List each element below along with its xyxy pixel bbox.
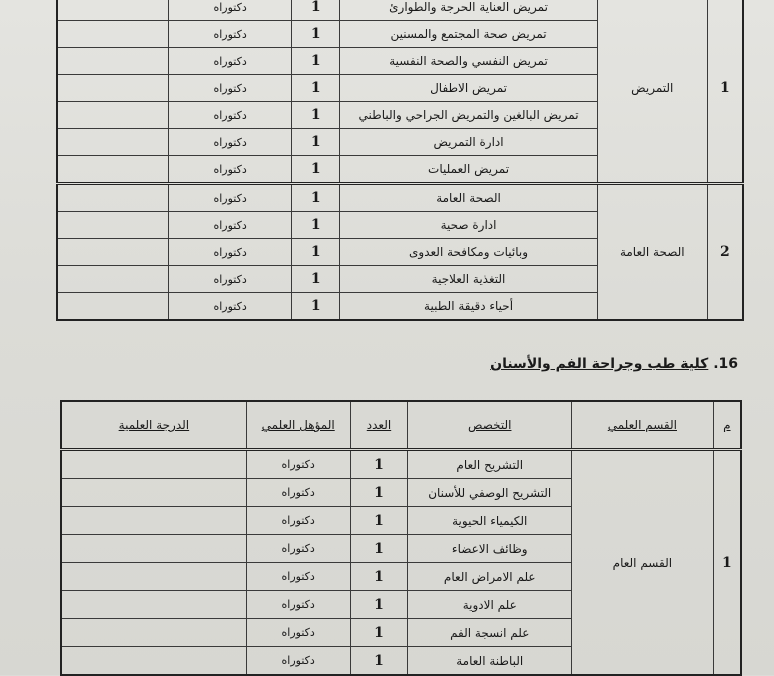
rank-cell: [57, 102, 168, 129]
count-cell: 1: [292, 48, 340, 75]
count-cell: 1: [350, 563, 408, 591]
specialty-cell: الكيمياء الحيوية: [408, 507, 572, 535]
specialty-cell: ادارة صحية: [340, 212, 598, 239]
rank-cell: [57, 129, 168, 156]
specialty-cell: تمريض البالغين والتمريض الجراحي والباطني: [340, 102, 598, 129]
count-cell: 1: [292, 239, 340, 266]
dentistry-table: [60, 400, 742, 676]
count-cell: 1: [350, 507, 408, 535]
specialty-cell: تمريض الاطفال: [340, 75, 598, 102]
rank-cell: [57, 0, 168, 21]
qualification-cell: دكتوراه: [168, 212, 291, 239]
qualification-cell: دكتوراه: [246, 479, 350, 507]
rank-cell: [57, 266, 168, 293]
table-row: [61, 450, 741, 479]
rank-cell: [57, 239, 168, 266]
specialty-cell: وبائيات ومكافحة العدوى: [340, 239, 598, 266]
count-cell: 1: [350, 647, 408, 676]
section-number: 16.: [713, 356, 738, 372]
table-row: [57, 0, 743, 21]
section-label: كلية طب وجراحة الفم والأسنان: [490, 356, 709, 372]
count-cell: 1: [350, 619, 408, 647]
specialty-cell: وظائف الاعضاء: [408, 535, 572, 563]
nursing-health-table: [56, 0, 744, 321]
count-cell: 1: [350, 450, 408, 479]
qualification-cell: دكتوراه: [246, 563, 350, 591]
specialty-cell: ادارة التمريض: [340, 129, 598, 156]
specialty-cell: علم الادوية: [408, 591, 572, 619]
specialty-cell: علم الامراض العام: [408, 563, 572, 591]
specialty-cell: التشريح العام: [408, 450, 572, 479]
qualification-cell: دكتوراه: [168, 266, 291, 293]
rank-cell: [61, 535, 246, 563]
qualification-cell: دكتوراه: [246, 450, 350, 479]
count-cell: 1: [292, 156, 340, 184]
rank-cell: [61, 450, 246, 479]
qualification-cell: دكتوراه: [168, 21, 291, 48]
count-cell: 1: [292, 293, 340, 321]
rank-cell: [61, 591, 246, 619]
rank-cell: [57, 75, 168, 102]
rank-cell: [61, 563, 246, 591]
qualification-cell: دكتوراه: [168, 184, 291, 212]
specialty-cell: التغذية العلاجية: [340, 266, 598, 293]
header-specialty: التخصص: [408, 401, 572, 450]
specialty-cell: تمريض النفسي والصحة النفسية: [340, 48, 598, 75]
qualification-cell: دكتوراه: [168, 75, 291, 102]
specialty-cell: تمريض صحة المجتمع والمسنين: [340, 21, 598, 48]
rank-cell: [61, 647, 246, 676]
table-row: [57, 184, 743, 212]
qualification-cell: دكتوراه: [168, 129, 291, 156]
count-cell: 1: [292, 266, 340, 293]
qualification-cell: دكتوراه: [168, 48, 291, 75]
header-count: العدد: [350, 401, 408, 450]
rank-cell: [57, 21, 168, 48]
rank-cell: [61, 479, 246, 507]
rank-cell: [61, 507, 246, 535]
count-cell: 1: [292, 0, 340, 21]
rank-cell: [57, 184, 168, 212]
department-name: التمريض: [597, 0, 707, 184]
header-index: م: [713, 401, 741, 450]
specialty-cell: أحياء دقيقة الطبية: [340, 293, 598, 321]
header-rank: الدرجة العلمية: [61, 401, 246, 450]
section-16-title: [490, 356, 738, 372]
qualification-cell: دكتوراه: [246, 507, 350, 535]
group-number: 2: [707, 184, 743, 321]
qualification-cell: دكتوراه: [168, 293, 291, 321]
specialty-cell: تمريض العناية الحرجة والطوارئ: [340, 0, 598, 21]
rank-cell: [57, 48, 168, 75]
specialty-cell: علم انسجة الفم: [408, 619, 572, 647]
count-cell: 1: [292, 212, 340, 239]
count-cell: 1: [292, 102, 340, 129]
rank-cell: [61, 619, 246, 647]
rank-cell: [57, 293, 168, 321]
rank-cell: [57, 212, 168, 239]
count-cell: 1: [350, 591, 408, 619]
department-name: القسم العام: [572, 450, 714, 676]
count-cell: 1: [292, 184, 340, 212]
count-cell: 1: [350, 479, 408, 507]
table-header-row: [61, 401, 741, 450]
header-qualification: المؤهل العلمي: [246, 401, 350, 450]
specialty-cell: الصحة العامة: [340, 184, 598, 212]
group-number: 1: [713, 450, 741, 676]
count-cell: 1: [292, 75, 340, 102]
qualification-cell: دكتوراه: [168, 156, 291, 184]
qualification-cell: دكتوراه: [168, 102, 291, 129]
qualification-cell: دكتوراه: [168, 239, 291, 266]
specialty-cell: الباطنة العامة: [408, 647, 572, 676]
qualification-cell: دكتوراه: [246, 591, 350, 619]
rank-cell: [57, 156, 168, 184]
qualification-cell: دكتوراه: [168, 0, 291, 21]
department-name: الصحة العامة: [597, 184, 707, 321]
group-number: 1: [707, 0, 743, 184]
qualification-cell: دكتوراه: [246, 647, 350, 676]
qualification-cell: دكتوراه: [246, 619, 350, 647]
qualification-cell: دكتوراه: [246, 535, 350, 563]
count-cell: 1: [292, 21, 340, 48]
specialty-cell: التشريح الوصفي للأسنان: [408, 479, 572, 507]
count-cell: 1: [292, 129, 340, 156]
count-cell: 1: [350, 535, 408, 563]
header-department: القسم العلمي: [572, 401, 714, 450]
specialty-cell: تمريض العمليات: [340, 156, 598, 184]
